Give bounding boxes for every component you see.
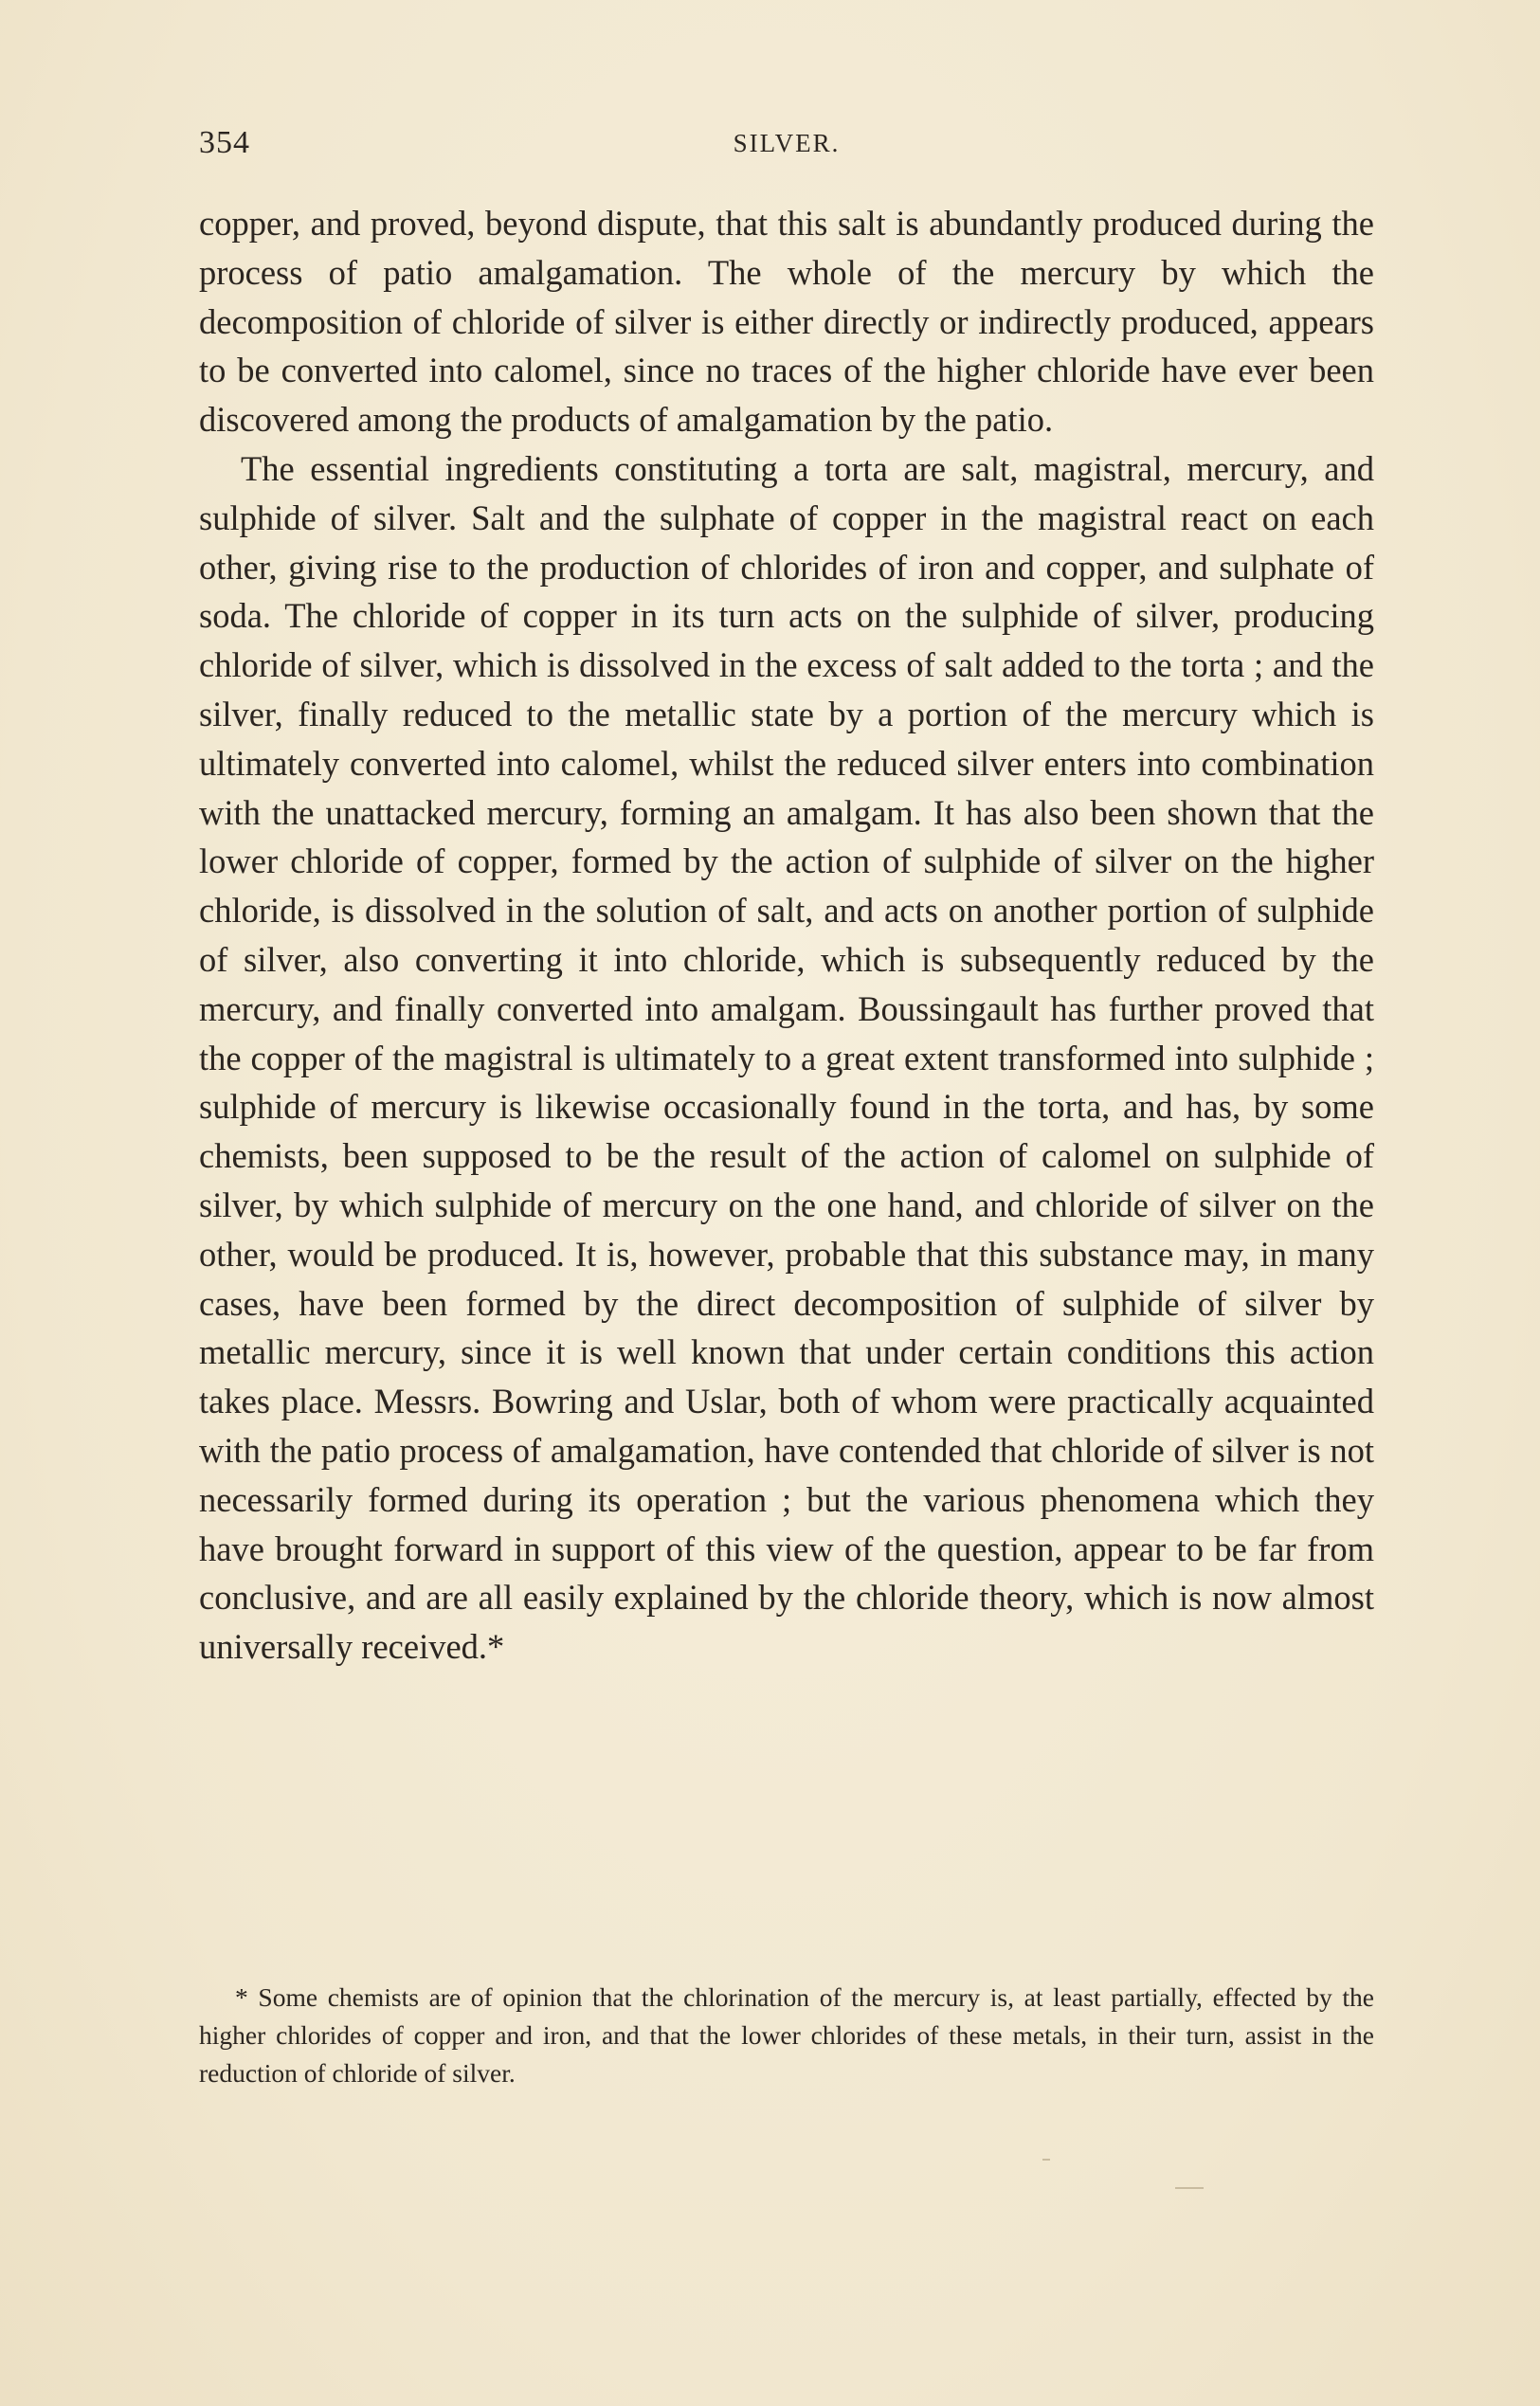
- paper-speck: [1042, 2159, 1050, 2161]
- running-title: SILVER.: [733, 129, 841, 157]
- paper-speck: [1175, 2187, 1204, 2189]
- paragraph-torta-ingredients: The essential ingredients constituting a torta are salt, magistral, mercury, and sulphide of silver. Salt and the sulphate of copper in the magistral react on each other, giving rise to the production of chlorides of iron and copper, and sulphate of soda. The chloride of copper in its turn acts on the sulphide of silver, producing chloride of silver, which is dissolved in the excess of salt added to the torta ; and the silver, finally reduced to the metallic state by a portion of the mercury which is ultimately converted into calomel, whilst the reduced silver enters into combination with the unattacked mercury, forming an amalgam. It has also been shown that the lower chloride of copper, formed by the action of sulphide of silver on the higher chloride, is dissolved in the solution of salt, and acts on another portion of sulphide of silver, also converting it into chloride, which is subsequently reduced by the mercury, and finally converted into amalgam. Boussingault has further proved that the copper of the magistral is ultimately to a great extent transformed into sulphide ; sulphide of mercury is likewise occasionally found in the torta, and has, by some chemists, been supposed to be the result of the action of calomel on sulphide of silver, by which sulphide of mercury on the one hand, and chloride of silver on the other, would be produced. It is, however, probable that this substance may, in many cases, have been formed by the direct decomposition of sulphide of silver by metallic mercury, since it is well known that under certain conditions this action takes place. Messrs. Bowring and Uslar, both of whom were practically acquainted with the patio process of amalgamation, have contended that chloride of silver is not necessarily formed during its operation ; but the various phenomena which they have brought forward in support of this view of the question, appear to be far from conclusive, and are all easily explained by the chloride theory, which is now almost universally received.*: [199, 448, 1374, 1667]
- page-number: 354: [199, 125, 250, 160]
- body-text: [199, 199, 1374, 1672]
- footnote: * Some chemists are of opinion that the chlorination of the mercury is, at least partially, effected by the higher chlorides of copper and iron, and that the lower chlorides of these metals, in their turn, assist in the reduction of chloride of silver.: [199, 1982, 1374, 2088]
- running-head: [199, 125, 1374, 163]
- paragraph-continued: copper, and proved, beyond dispute, that this salt is abundantly produced during the process of patio amalgamation. The whole of the mercury by which the decomposition of chloride of silver is either directly or indirectly produced, appears to be converted into calomel, since no traces of the higher chloride have ever been discovered among the products of amalgamation by the patio.: [199, 204, 1374, 440]
